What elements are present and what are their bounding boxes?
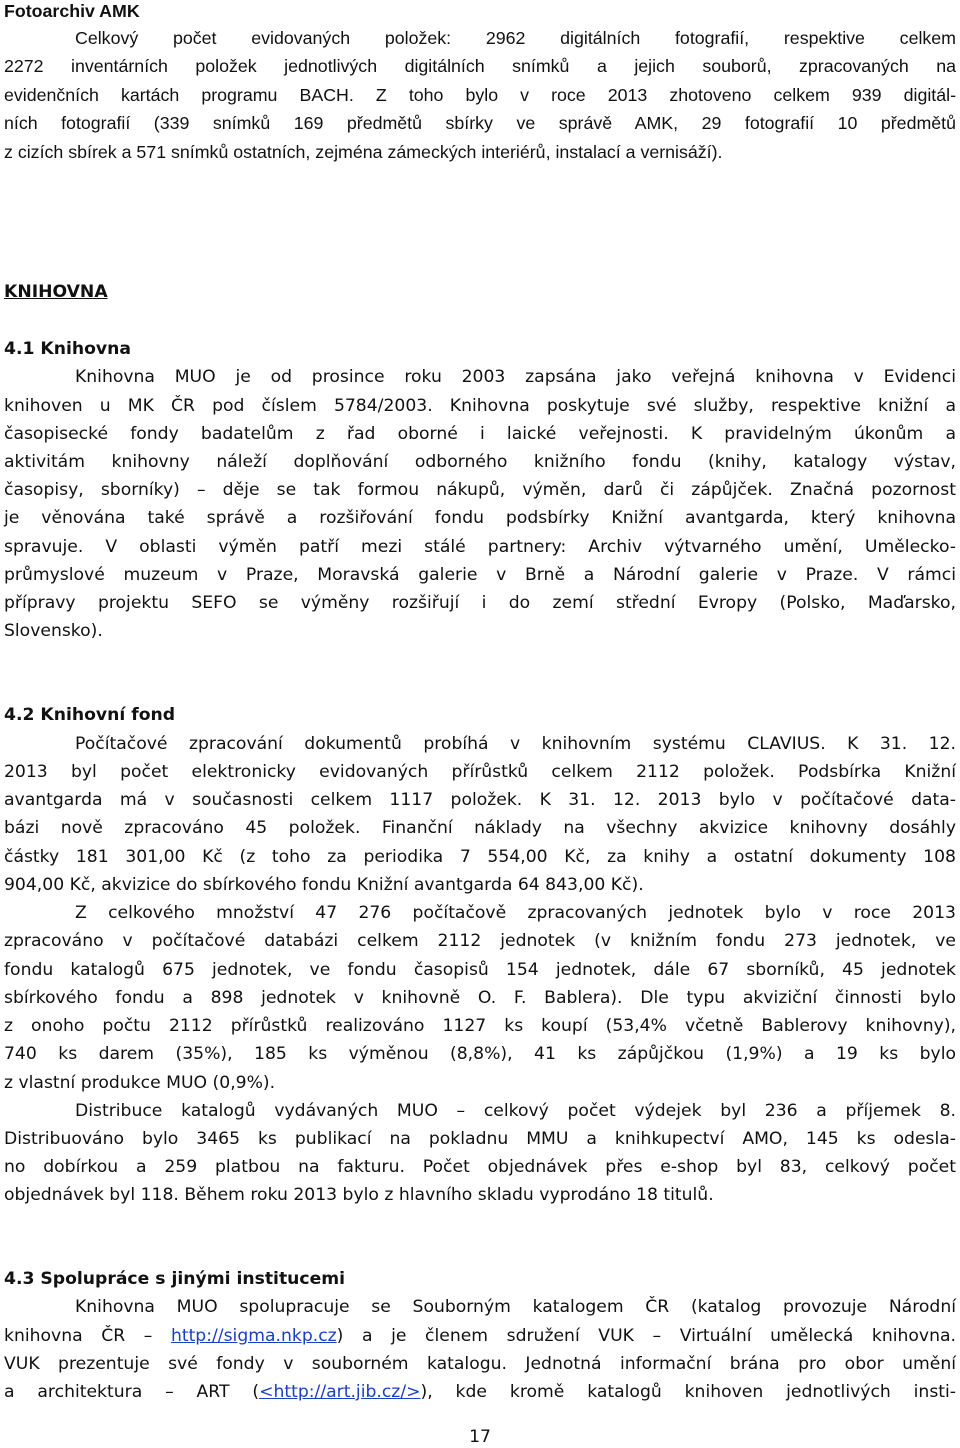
paragraph-line: z onoho počtu 2112 přírůstků realizováno 1127 ks koupí (53,4% včetně Bablerovy knihovny), [4, 1016, 956, 1036]
paragraph-line: zpracováno v počítačové databázi celkem 2112 jednotek (v knižním fondu 273 jednotek, ve [4, 931, 956, 951]
paragraph-line: sbírkového fondu a 898 jednotek v knihovně O. F. Bablera). Dle typu akviziční činnosti bylo [4, 988, 956, 1008]
section-4-3-heading: 4.3 Spolupráce s jinými institucemi [4, 1269, 346, 1289]
paragraph-line: z cizích sbírek a 571 snímků ostatních, zejména zámeckých interiérů, instalací a vernisáží). [4, 142, 723, 162]
library-chapter-heading: KNIHOVNA [4, 282, 108, 302]
paragraph-line: časopisy, sborníky) – děje se tak formou nákupů, výměn, darů či zápůjček. Značná pozornost [4, 480, 956, 500]
paragraph-line: z vlastní produkce MUO (0,9%). [4, 1073, 276, 1093]
paragraph-line: 904,00 Kč, akvizice do sbírkového fondu Knižní avantgarda 64 843,00 Kč). [4, 875, 644, 895]
paragraph-line: bázi nově zpracováno 45 položek. Finanční náklady na všechny akvizice knihovny dosáhly [4, 818, 956, 838]
paragraph-line [4, 1381, 956, 1403]
page-number: 17 [469, 1427, 491, 1447]
paragraph-line: 2013 byl počet elektronicky evidovaných přírůstků celkem 2112 položek. Podsbírka Knižní [4, 762, 956, 782]
paragraph-line: avantgarda má v současnosti celkem 1117 položek. K 31. 12. 2013 bylo v počítačové data- [4, 790, 956, 810]
paragraph-line: Knihovna MUO je od prosince roku 2003 zapsána jako veřejná knihovna v Evidenci [75, 367, 956, 387]
paragraph-line: objednávek byl 118. Během roku 2013 bylo z hlavního skladu vyprodáno 18 titulů. [4, 1185, 714, 1205]
paragraph-line: částky 181 301,00 Kč (z toho za periodika 7 554,00 Kč, za knihy a ostatní dokumenty 108 [4, 847, 956, 867]
paragraph-line: průmyslové muzeum v Praze, Moravská galerie v Brně a Národní galerie v Praze. V rámci [4, 565, 956, 585]
photo-archive-heading: Fotoarchiv AMK [4, 1, 140, 21]
paragraph-line: spravuje. V oblasti výměn patří mezi stálé partnery: Archiv výtvarného umění, Umělecko- [4, 537, 956, 557]
text-run: ) a je členem sdružení VUK – Virtuální umělecká knihovna. [336, 1326, 956, 1346]
paragraph-line: přípravy projektu SEFO se výměny rozšiřují i do zemí střední Evropy (Polsko, Maďarsko, [4, 593, 956, 613]
paragraph-line: ních fotografií (339 snímků 169 předmětů sbírky ve správě AMK, 29 fotografií 10 předmětů [4, 113, 956, 133]
section-4-1-heading: 4.1 Knihovna [4, 339, 131, 359]
paragraph-line: aktivitám knihovny náleží doplňování odborného knižního fondu (knihy, katalogy výstav, [4, 452, 956, 472]
paragraph-line: VUK prezentuje své fondy v souborném katalogu. Jednotná informační brána pro obor umění [4, 1354, 956, 1374]
paragraph-line: Celkový počet evidovaných položek: 2962 digitálních fotografií, respektive celkem [75, 28, 956, 48]
paragraph-line: časopisecké fondy badatelům z řad oborné i laické veřejnosti. K pravidelným úkonům a [4, 424, 956, 444]
paragraph-line: Distribuováno bylo 3465 ks publikací na pokladnu MMU a knihkupectví AMO, 145 ks odesla- [4, 1129, 956, 1149]
paragraph-line: 2272 inventárních položek jednotlivých digitálních snímků a jejich souborů, zpracovaných na [4, 56, 956, 76]
art-jib-link[interactable]: <http://art.jib.cz/> [259, 1382, 421, 1402]
sigma-nkp-link[interactable]: http://sigma.nkp.cz [170, 1326, 337, 1346]
paragraph-line: je věnována také správě a rozšiřování fondu podsbírky Knižní avantgarda, který knihovna [4, 508, 956, 528]
text-run: knihovna ČR – [4, 1326, 171, 1346]
paragraph-line: Počítačové zpracování dokumentů probíhá v knihovním systému CLAVIUS. K 31. 12. [75, 734, 956, 754]
text-run: a architektura – ART ( [4, 1382, 260, 1402]
paragraph-line: Distribuce katalogů vydávaných MUO – celkový počet výdejek byl 236 a příjemek 8. [75, 1101, 956, 1121]
paragraph-line: evidenčních kartách programu BACH. Z toho bylo v roce 2013 zhotoveno celkem 939 digitál- [4, 85, 956, 105]
paragraph-line: Knihovna MUO spolupracuje se Souborným katalogem ČR (katalog provozuje Národní [75, 1297, 956, 1317]
paragraph-line [4, 1325, 956, 1347]
paragraph-line: knihoven u MK ČR pod číslem 5784/2003. Knihovna poskytuje své služby, respektive knižní a [4, 396, 956, 416]
paragraph-line: fondu katalogů 675 jednotek, ve fondu časopisů 154 jednotek, dále 67 sborníků, 45 jednotek [4, 960, 956, 980]
text-run: ), kde kromě katalogů knihoven jednotlivých insti- [420, 1382, 956, 1402]
paragraph-line: Z celkového množství 47 276 počítačově zpracovaných jednotek bylo v roce 2013 [75, 903, 956, 923]
section-4-2-heading: 4.2 Knihovní fond [4, 705, 176, 725]
paragraph-line: 740 ks darem (35%), 185 ks výměnou (8,8%), 41 ks zápůjčkou (1,9%) a 19 ks bylo [4, 1044, 956, 1064]
paragraph-line: Slovensko). [4, 621, 103, 641]
paragraph-line: no dobírkou a 259 platbou na fakturu. Počet objednávek přes e-shop byl 83, celkový počet [4, 1157, 956, 1177]
